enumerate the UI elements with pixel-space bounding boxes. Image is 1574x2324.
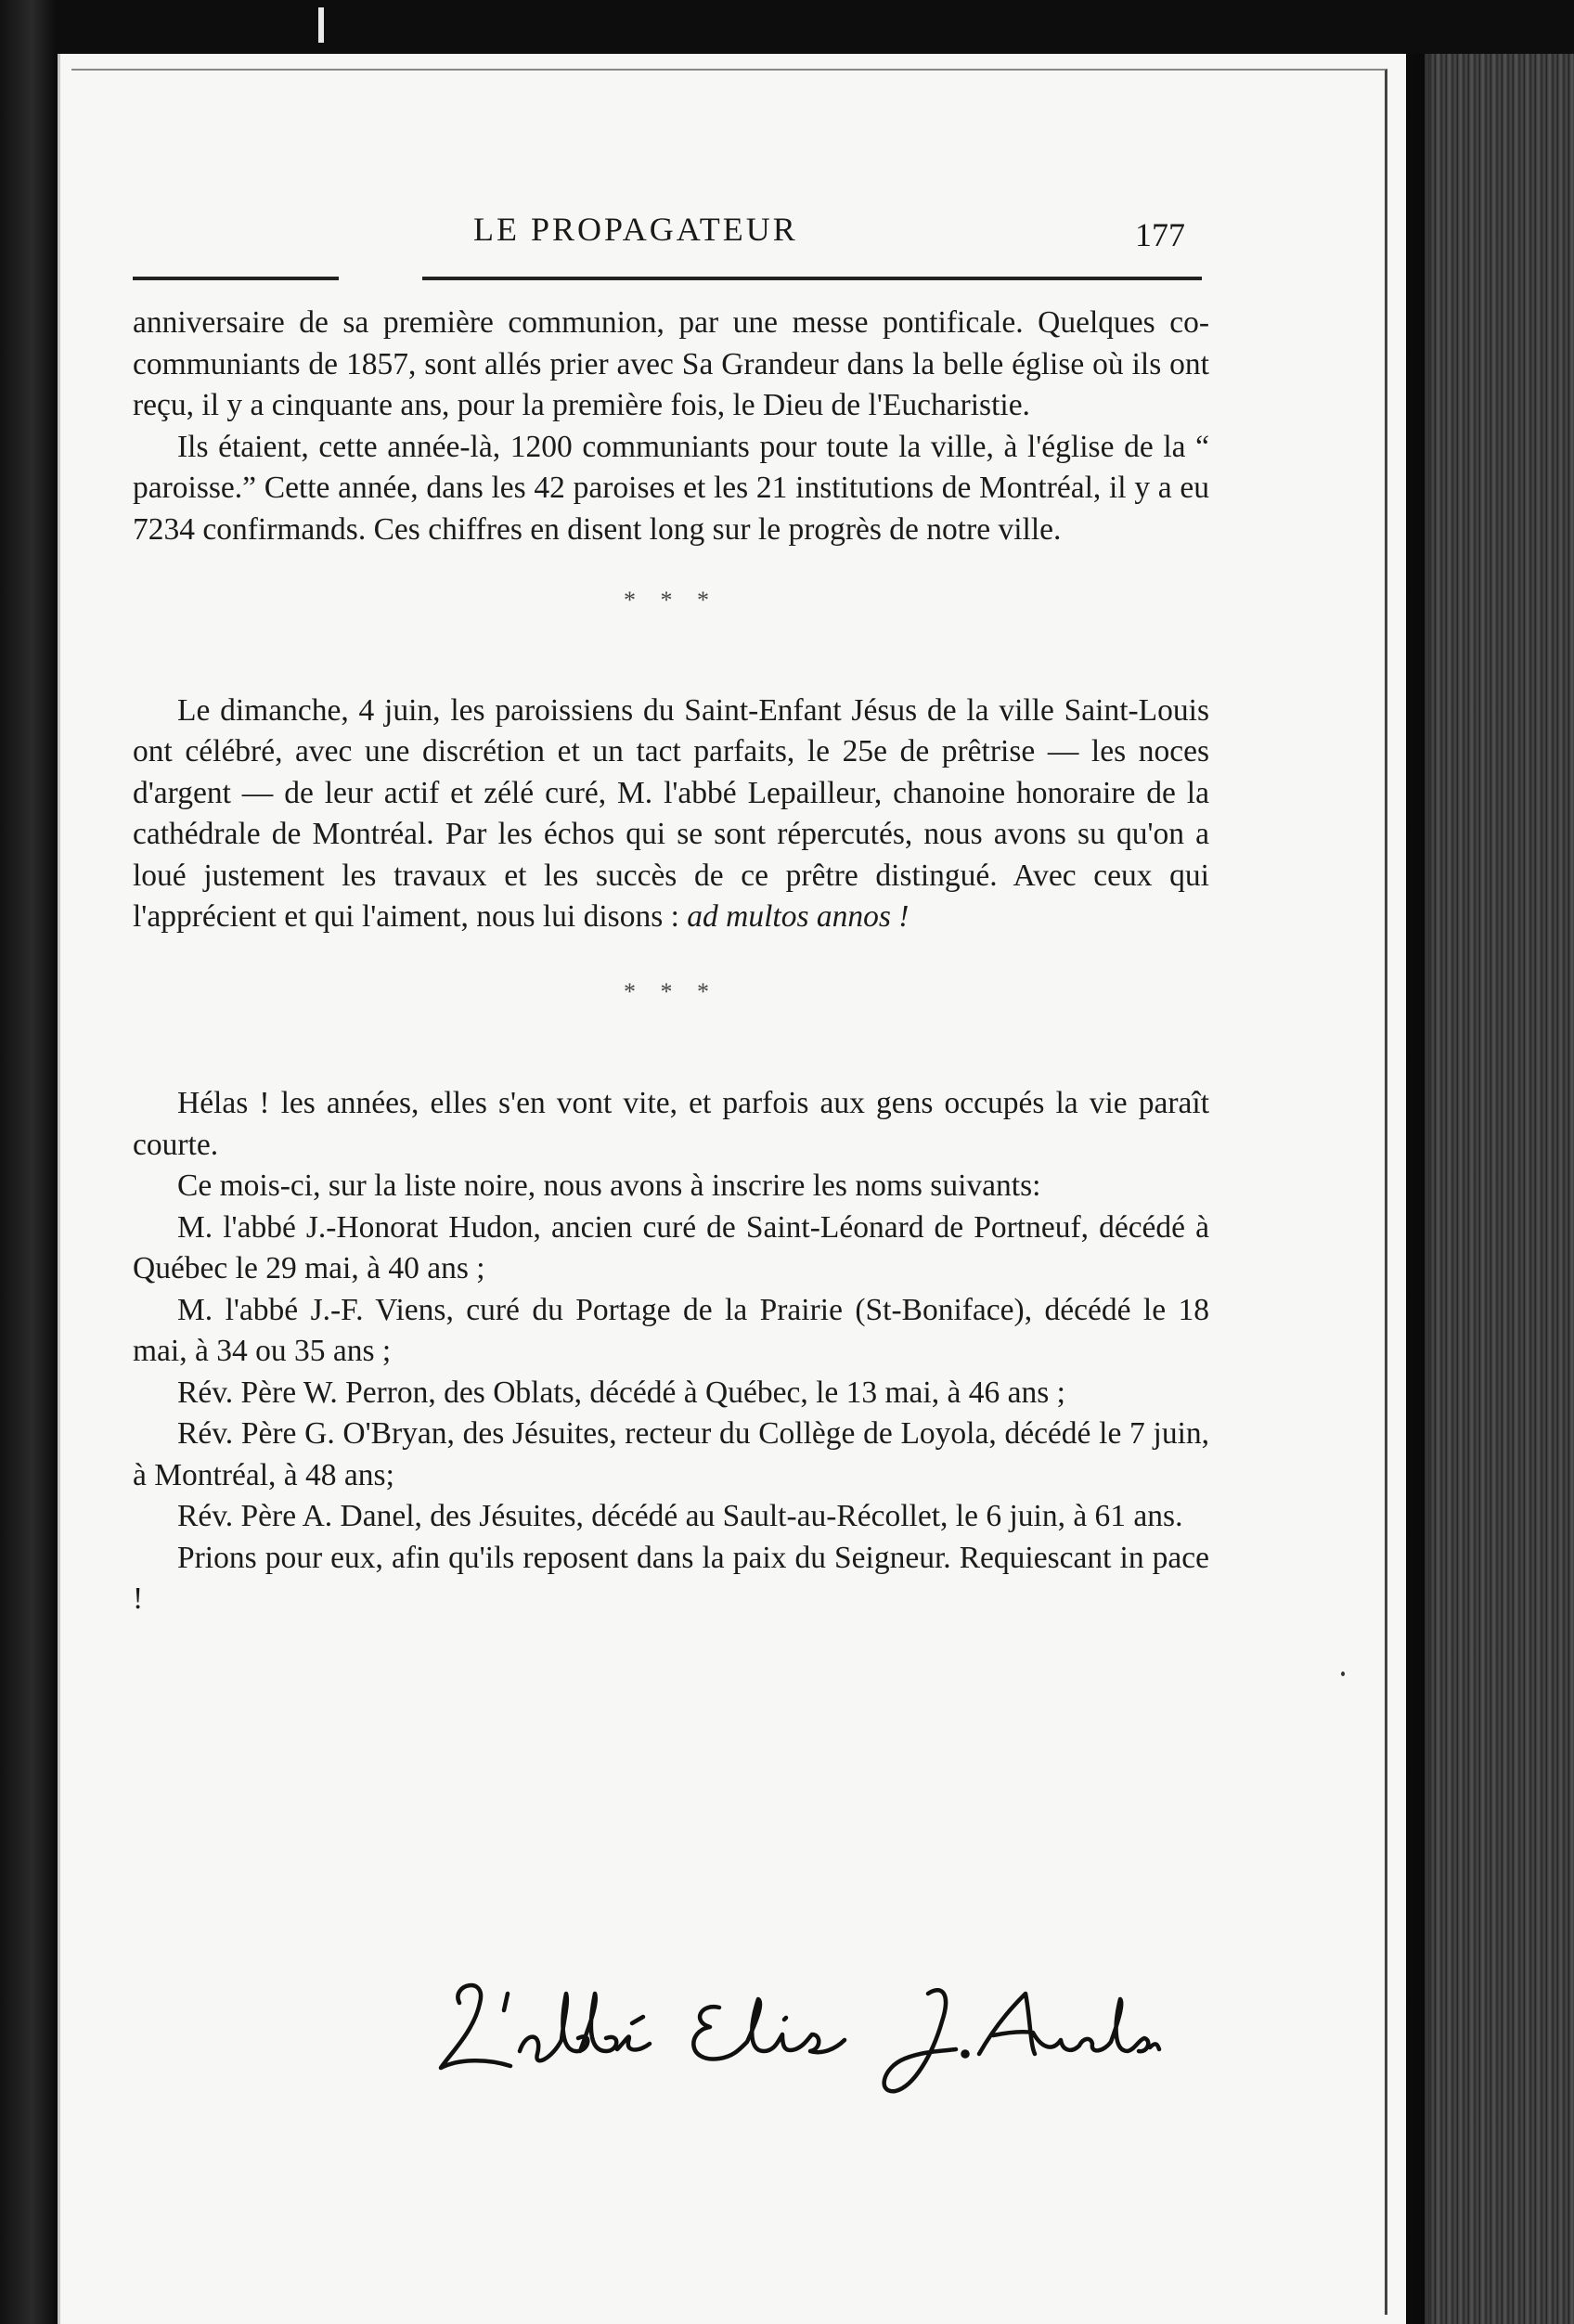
section-separator: * * *: [624, 977, 718, 1005]
page-number: 177: [1135, 216, 1185, 253]
section-separator: * * *: [624, 587, 718, 613]
paragraph-helas: Hélas ! les années, elles s'en vont vite, et parfois aux gens occupés la vie paraît courte.: [133, 1086, 1209, 1162]
book-page-stack: [1425, 54, 1574, 2324]
paragraph-communiants: Ils étaient, cette année-là, 1200 communiants pour toute la ville, à l'église de la “ paroisse.” Cette année, dans les 42 paroises et les 21 institutions de Montréal, il y a eu 7234 confirmands. Ces chiffres en disent long sur le progrès de notre ville.: [133, 429, 1209, 547]
paragraph-prayer: Prions pour eux, afin qu'ils reposent dans la paix du Seigneur. Requiescant in pace !: [133, 1540, 1209, 1616]
binding-edge: [0, 0, 58, 2324]
paragraph-continuation: anniversaire de sa première communion, par une messe pontificale. Quelques co-communiants de 1857, sont allés prier avec Sa Grandeur dans la belle église où ils ont reçu, il y a cinquante ans, pour la première fois, le Dieu de l'Eucharistie.: [133, 305, 1209, 422]
header-rule: [133, 277, 1202, 280]
book-page: [58, 54, 1406, 2324]
page-header: [60, 210, 1406, 265]
obituary-entry: Rév. Père W. Perron, des Oblats, décédé à Québec, le 13 mai, à 46 ans ;: [177, 1375, 1065, 1410]
paragraph-lepailleur: [133, 691, 1209, 938]
scan-mark: [318, 7, 324, 43]
handwritten-signature: [422, 1966, 1165, 2105]
obituary-entry: M. l'abbé J.-F. Viens, curé du Portage de la Prairie (St-Boniface), décédé le 18 mai, à 34 ou 35 ans ;: [133, 1292, 1209, 1368]
paper-speck: [1341, 1672, 1345, 1676]
obituary-entry: Rév. Père G. O'Bryan, des Jésuites, recteur du Collège de Loyola, décédé le 7 juin, à Montréal, à 48 ans;: [133, 1416, 1209, 1492]
latin-wish: ad multos annos !: [687, 899, 910, 934]
lepailleur-text: Le dimanche, 4 juin, les paroissiens du Saint-Enfant Jésus de la ville Saint-Louis ont célébré, avec une discrétion et un tact parfaits, le 25e de prêtrise — les noces d'argent — de leur actif et zélé curé, M. l'abbé Lepailleur, chanoine honoraire de la cathédrale de Montréal. Par les échos qui se sont répercutés, nous avons su qu'on a loué justement les travaux et les succès de ce prêtre distingué. Avec ceux qui l'apprécient et qui l'aiment, nous lui disons :: [133, 692, 1209, 934]
paragraph-liste-noire: Ce mois-ci, sur la liste noire, nous avons à inscrire les noms suivants:: [177, 1168, 1041, 1203]
obituary-entry: Rév. Père A. Danel, des Jésuites, décédé au Sault-au-Récollet, le 6 juin, à 61 ans.: [177, 1499, 1183, 1533]
header-rule-gap: [339, 276, 422, 281]
obituary-entry: M. l'abbé J.-Honorat Hudon, ancien curé de Saint-Léonard de Portneuf, décédé à Québec le 29 mai, à 40 ans ;: [133, 1209, 1209, 1285]
article-body: [133, 303, 1209, 1620]
running-title: LE PROPAGATEUR: [473, 211, 798, 248]
